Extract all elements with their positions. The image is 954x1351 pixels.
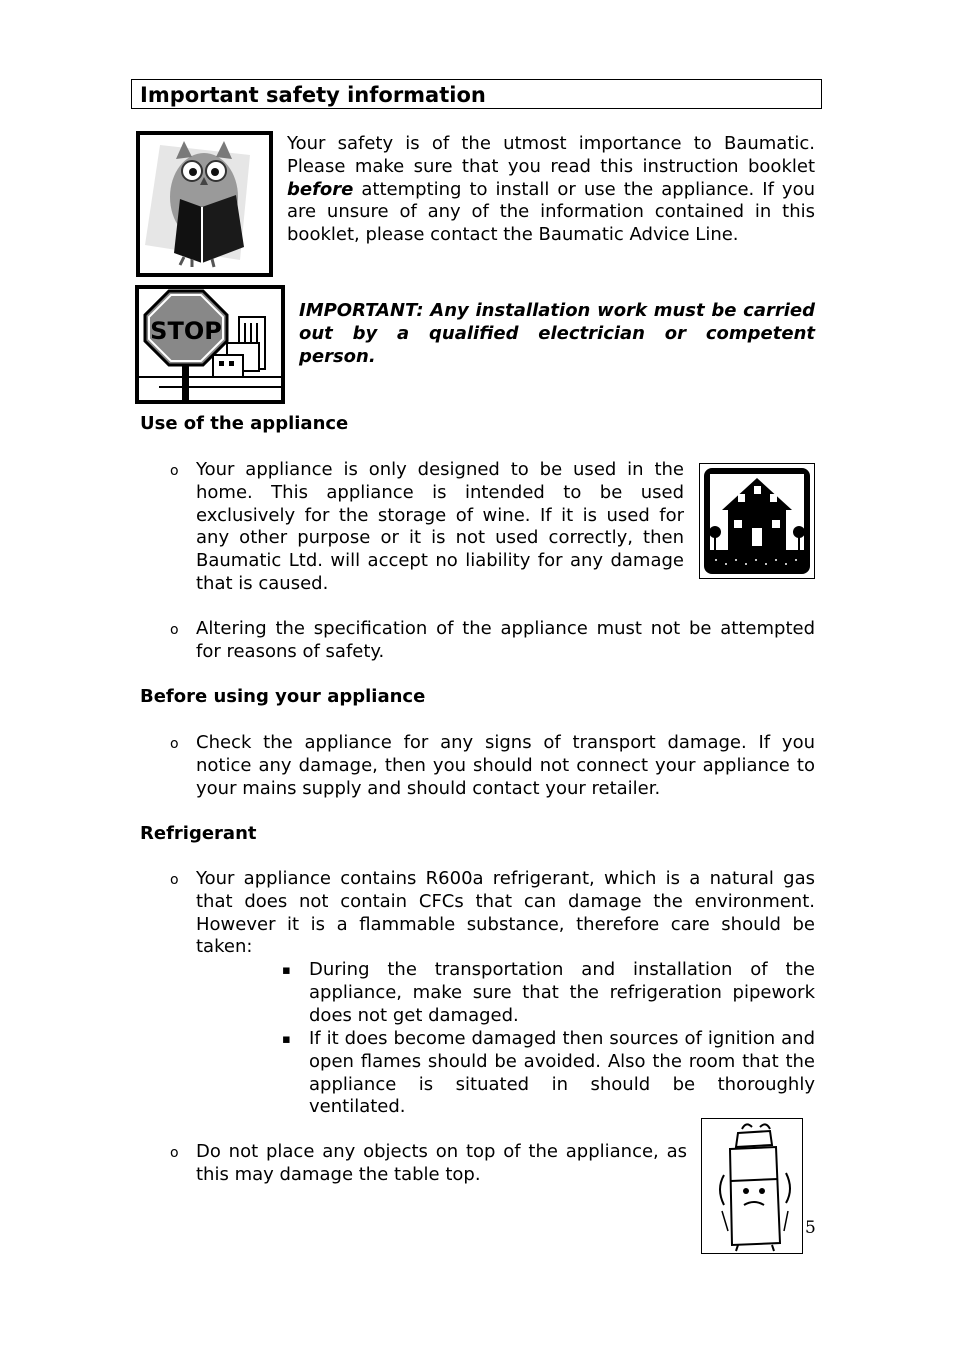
stop-sign-text: STOP [150,317,222,345]
owl-icon [140,135,269,273]
intro-emphasis: before [287,178,354,200]
heading-refrigerant: Refrigerant [140,823,257,844]
list-item-refrigerant-2: Do not place any objects on top of the appliance, as this may damage the table top. [196,1141,687,1185]
intro-paragraph [287,133,815,247]
fridge-cartoon-illustration [701,1118,803,1254]
intro-text-2: attempting to install or use the appliance. If you are unsure of any of the information contained in this booklet, please contact the Baumatic Advice Line. [287,178,815,246]
important-note [299,300,815,368]
section-title-box [131,79,822,109]
owl-reading-illustration [136,131,273,277]
house-icon [700,464,814,578]
sub-bullet-marker: ▪ [282,1032,291,1047]
list-item-before-1: Check the appliance for any signs of transport damage. If you notice any damage, then you should not connect your appliance to your mains supply and should contact your retailer. [196,732,815,799]
heading-use-of-appliance: Use of the appliance [140,413,349,434]
sub-bullet-marker: ▪ [282,963,291,978]
list-item-use-2: Altering the specification of the appliance must not be attempted for reasons of safety. [196,618,815,662]
bullet-marker: o [170,872,179,888]
bullet-marker: o [170,1145,179,1161]
fridge-icon [702,1119,802,1253]
house-illustration [699,463,815,579]
stop-sign-illustration [135,285,285,404]
important-note-text: IMPORTANT: Any installation work must be carried out by a qualified electrician or competent person. [299,300,815,367]
list-item-refrigerant-1: Your appliance contains R600a refrigerant, which is a natural gas that does not contain CFCs that can damage the environment. However it is a flammable substance, therefore care should be taken: [196,868,815,958]
bullet-marker: o [170,736,179,752]
heading-before-using: Before using your appliance [140,686,426,707]
page-number: 5 [805,1218,816,1238]
list-item-use-1: Your appliance is only designed to be used in the home. This appliance is intended to be used exclusively for the storage of wine. If it is used for any other purpose or it is not used correctly, then Baumatic Ltd. will accept no liability for any damage that is caused. [196,459,684,594]
bullet-marker: o [170,463,179,479]
sub-item-refrigerant-1: During the transportation and installation of the appliance, make sure that the refrigeration pipework does not get damaged. [309,959,815,1026]
sub-item-refrigerant-2: If it does become damaged then sources of ignition and open flames should be avoided. Also the room that the appliance is situated in should be thoroughly ventilated. [309,1028,815,1118]
intro-text-1: Your safety is of the utmost importance to Baumatic. Please make sure that you read this instruction booklet [287,133,815,177]
bullet-marker: o [170,622,179,638]
stop-sign-icon [139,289,281,400]
page-title: Important safety information [140,83,486,107]
